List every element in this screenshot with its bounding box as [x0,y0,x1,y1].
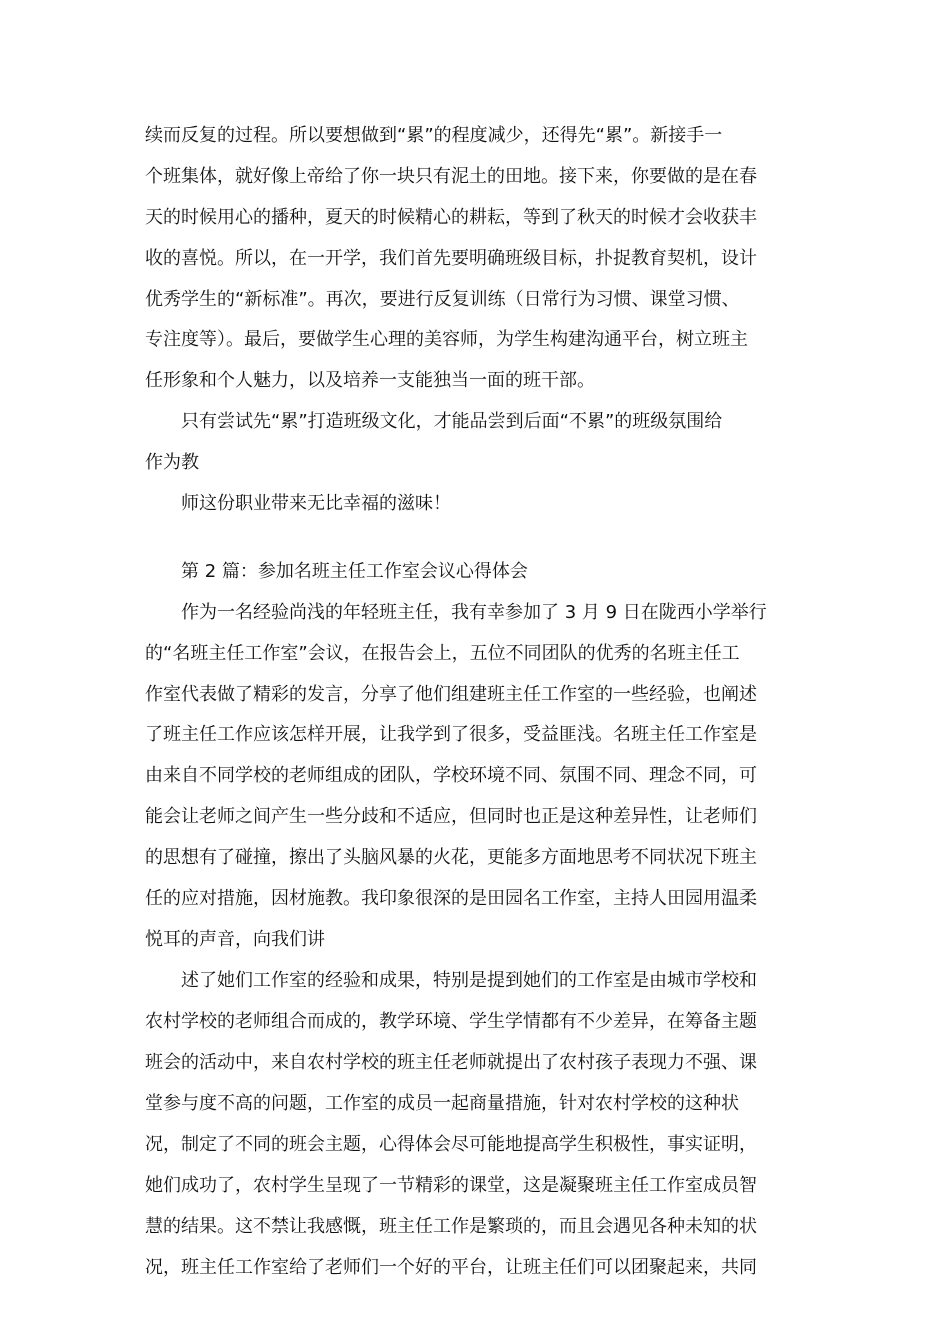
paragraph-line: 她们成功了，农村学生呈现了一节精彩的课堂，这是凝聚班主任工作室成员智 [145,1175,757,1196]
paragraph-line: 悦耳的声音，向我们讲 [145,929,325,950]
paragraph-line: 收的喜悦。所以，在一开学，我们首先要明确班级目标，扑捉教育契机，设计 [145,248,757,269]
paragraph-line: 的思想有了碰撞，擦出了头脑风暴的火花，更能多方面地思考不同状况下班主 [145,847,757,868]
paragraph-line: 堂参与度不高的问题，工作室的成员一起商量措施，针对农村学校的这种状 [145,1093,739,1114]
paragraph-line: 作室代表做了精彩的发言，分享了他们组建班主任工作室的一些经验，也阐述 [145,684,757,705]
paragraph-line: 农村学校的老师组合而成的，教学环境、学生学情都有不少差异，在筹备主题 [145,1011,757,1032]
paragraph-line: 作为一名经验尚浅的年轻班主任，我有幸参加了 3 月 9 日在陇西小学举行 [181,602,767,623]
paragraph-line: 慧的结果。这不禁让我感慨，班主任工作是繁琐的，而且会遇见各种未知的状 [145,1216,757,1237]
section-heading: 第 2 篇：参加名班主任工作室会议心得体会 [181,561,528,582]
paragraph-line: 况，班主任工作室给了老师们一个好的平台，让班主任们可以团聚起来，共同 [145,1257,757,1278]
paragraph-line: 作为教 [145,452,199,473]
paragraph-line: 班会的活动中，来自农村学校的班主任老师就提出了农村孩子表现力不强、课 [145,1052,757,1073]
paragraph-line: 天的时候用心的播种，夏天的时候精心的耕耘，等到了秋天的时候才会收获丰 [145,207,757,228]
paragraph-line: 的“名班主任工作室”会议，在报告会上，五位不同团队的优秀的名班主任工 [145,643,740,664]
paragraph-line: 了班主任工作应该怎样开展，让我学到了很多，受益匪浅。名班主任工作室是 [145,724,757,745]
paragraph-line: 个班集体，就好像上帝给了你一块只有泥土的田地。接下来，你要做的是在春 [145,166,757,187]
paragraph-line: 优秀学生的“新标准”。再次，要进行反复训练（日常行为习惯、课堂习惯、 [145,289,740,310]
paragraph-line: 由来自不同学校的老师组成的团队，学校环境不同、氛围不同、理念不同，可 [145,765,757,786]
paragraph-line: 续而反复的过程。所以要想做到“累”的程度减少，还得先“累”。新接手一 [145,125,723,146]
paragraph-line: 任形象和个人魅力，以及培养一支能独当一面的班干部。 [145,370,595,391]
paragraph-line: 只有尝试先“累”打造班级文化，才能品尝到后面“不累”的班级氛围给 [181,411,723,432]
paragraph-line: 述了她们工作室的经验和成果，特别是提到她们的工作室是由城市学校和 [181,970,757,991]
paragraph-line: 师这份职业带来无比幸福的滋味！ [181,493,451,514]
paragraph-line: 能会让老师之间产生一些分歧和不适应，但同时也正是这种差异性，让老师们 [145,806,757,827]
paragraph-line: 任的应对措施，因材施教。我印象很深的是田园名工作室，主持人田园用温柔 [145,888,757,909]
paragraph-line: 专注度等）。最后，要做学生心理的美容师，为学生构建沟通平台，树立班主 [145,329,748,350]
paragraph-line: 况，制定了不同的班会主题，心得体会尽可能地提高学生积极性，事实证明， [145,1134,757,1155]
